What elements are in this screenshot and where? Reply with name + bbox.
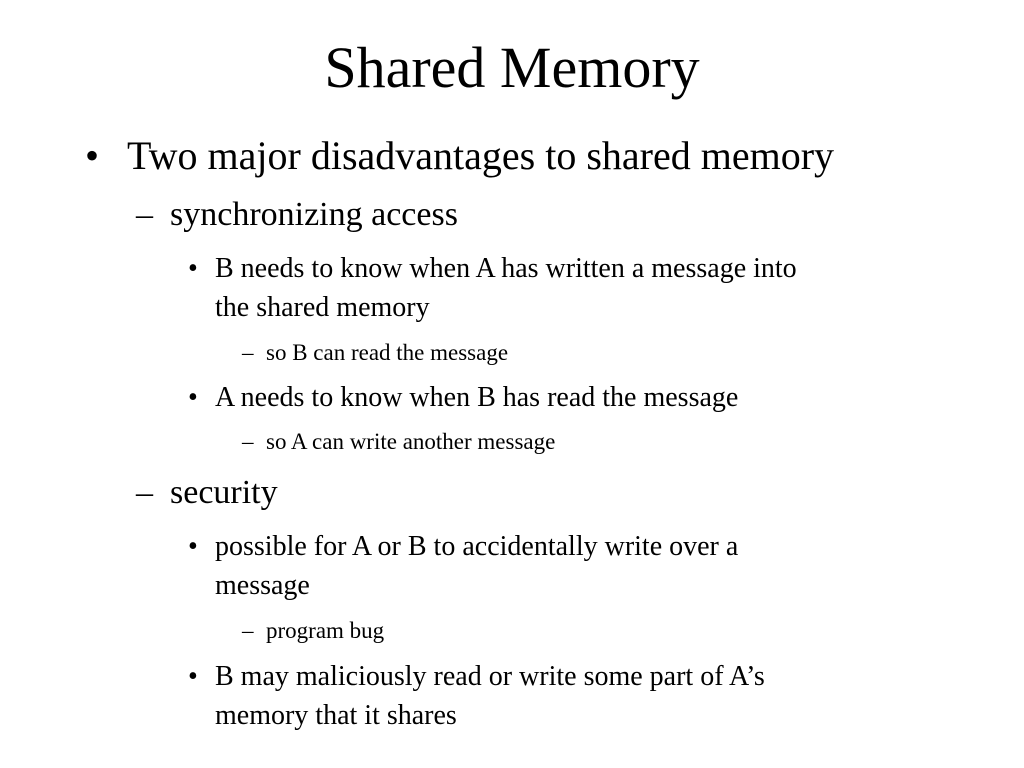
dash-marker: – [242,618,254,643]
bullet-text-line-2: message [215,570,310,601]
bullet-text: so B can read the message [266,340,509,365]
dash-marker: – [136,474,153,511]
bullet-security [136,474,278,512]
bullet-text-line-2: the shared memory [215,292,430,323]
bullet-text-line-2: memory that it shares [215,700,457,731]
dash-marker: – [242,340,254,365]
bullet-marker: • [188,382,198,413]
bullet-text: program bug [266,618,385,643]
bullet-text: synchronizing access [170,196,458,233]
bullet-disadvantages [85,133,835,178]
bullet-program-bug [242,617,385,645]
bullet-text-line-1: B may maliciously read or write some part of A’s [215,661,765,692]
bullet-marker: • [188,253,198,284]
bullet-text-line-1: B needs to know when A has written a message into [215,253,797,284]
bullet-a-needs-to-know [188,378,739,417]
bullet-malicious-access [188,657,765,735]
bullet-text: so A can write another message [266,429,556,454]
bullet-marker: • [188,661,198,692]
bullet-b-needs-to-know [188,249,797,327]
bullet-possible-overwrite [188,527,739,605]
bullet-marker: • [188,531,198,562]
bullet-so-a-can-write [242,428,556,456]
dash-marker: – [242,429,254,454]
bullet-text: Two major disadvantages to shared memory [127,133,835,178]
dash-marker: – [136,196,153,233]
bullet-text: A needs to know when B has read the message [215,382,739,413]
bullet-so-b-can-read [242,339,509,367]
slide-title: Shared Memory [324,35,700,100]
bullet-text-line-1: possible for A or B to accidentally write over a [215,531,739,562]
bullet-synchronizing-access [136,196,458,234]
bullet-marker: • [85,133,100,178]
bullet-text: security [170,474,278,511]
